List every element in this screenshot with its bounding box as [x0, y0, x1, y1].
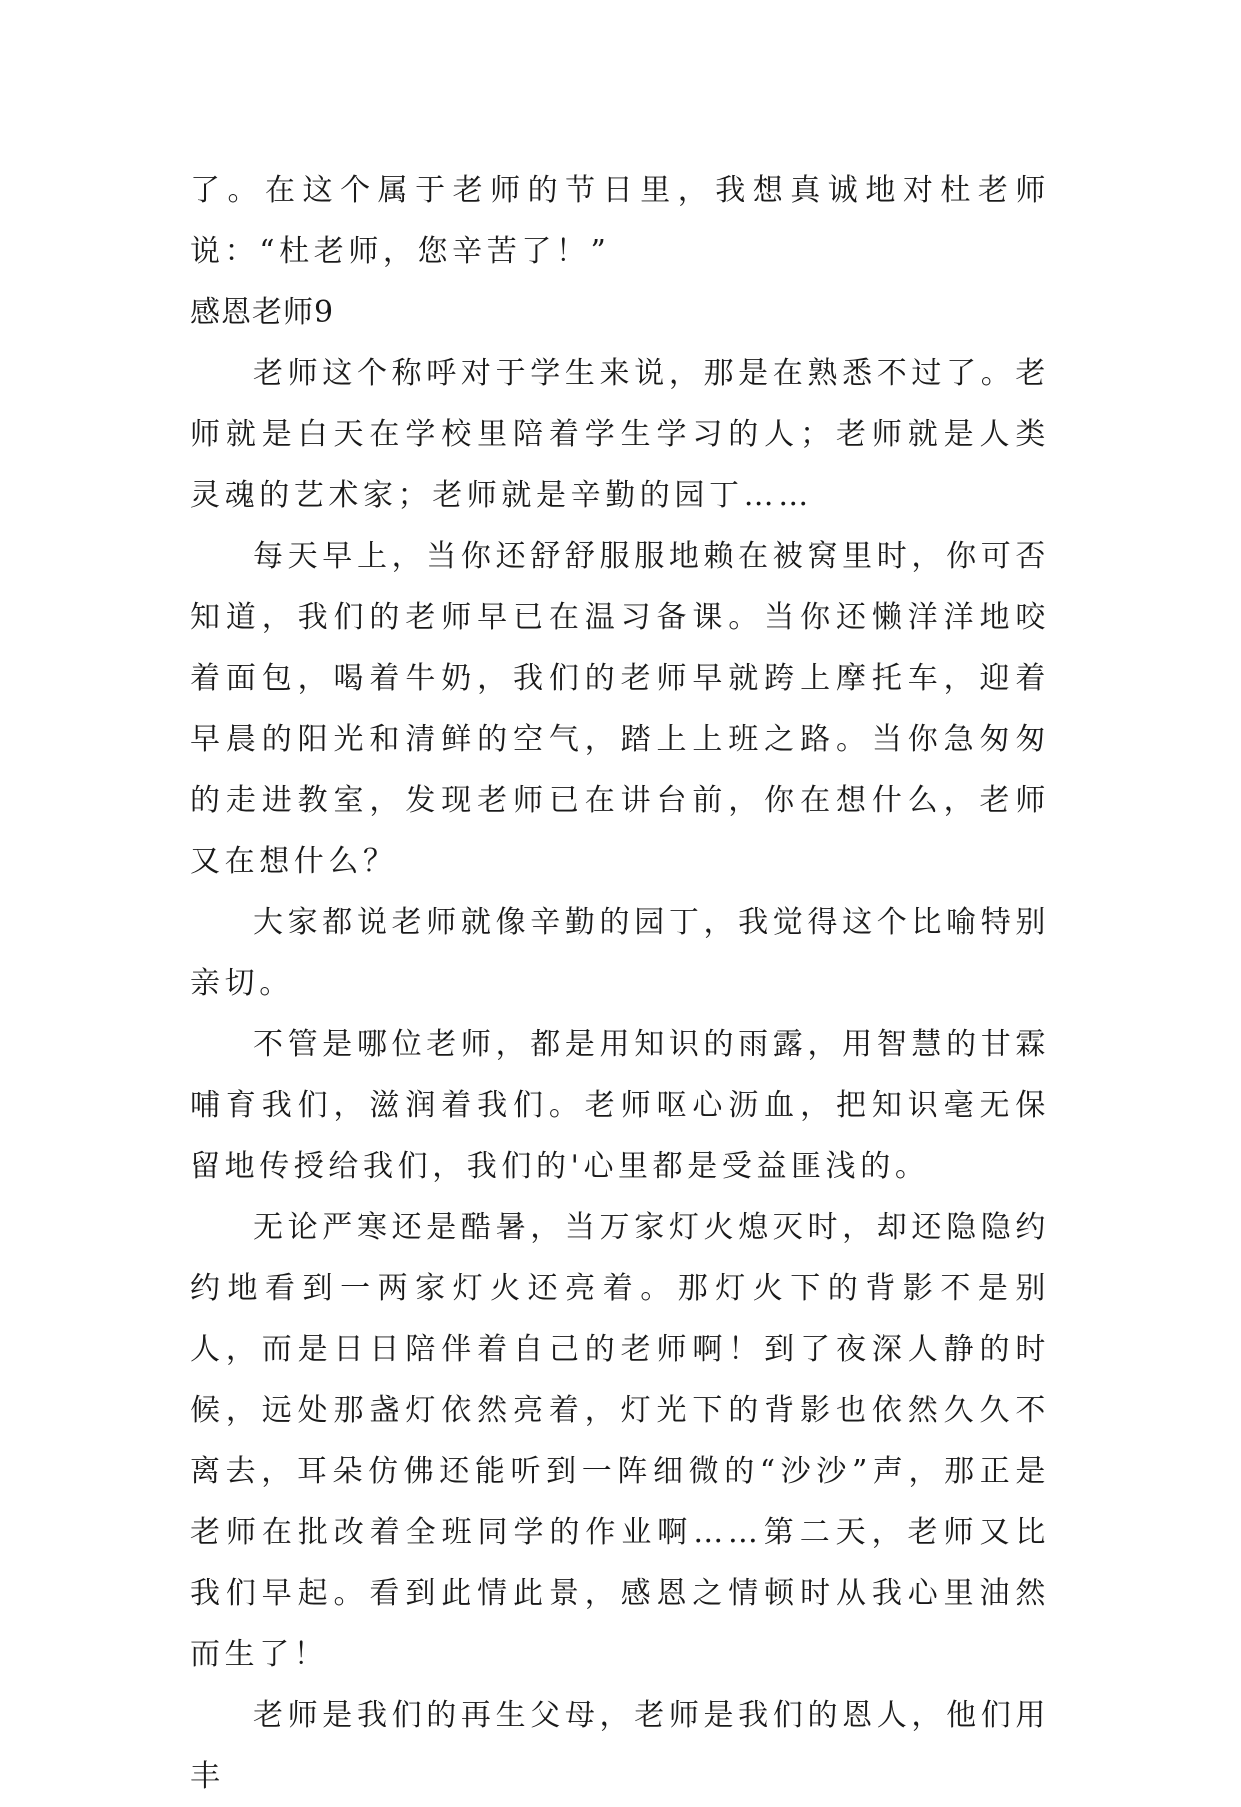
paragraph: 不管是哪位老师，都是用知识的雨露，用智慧的甘霖哺育我们，滋润着我们。老师呕心沥血，把知识毫无保留地传授给我们，我们的'心里都是受益匪浅的。	[190, 1027, 1050, 1184]
section-heading: 感恩老师9	[190, 295, 335, 330]
paragraph: 老师是我们的再生父母，老师是我们的恩人，他们用丰	[190, 1698, 1050, 1794]
document-body	[190, 160, 1050, 1807]
paragraph: 每天早上，当你还舒舒服服地赖在被窝里时，你可否知道，我们的老师早已在温习备课。当你还懒洋洋地咬着面包，喝着牛奶，我们的老师早就跨上摩托车，迎着早晨的阳光和清鲜的空气，踏上上班之路。当你急匆匆的走进教室，发现老师已在讲台前，你在想什么，老师又在想什么？	[190, 539, 1050, 879]
paragraph: 无论严寒还是酷暑，当万家灯火熄灭时，却还隐隐约约地看到一两家灯火还亮着。那灯火下的背影不是别人，而是日日陪伴着自己的老师啊！到了夜深人静的时候，远处那盏灯依然亮着，灯光下的背影也依然久久不离去，耳朵仿佛还能听到一阵细微的“沙沙”声，那正是老师在批改着全班同学的作业啊……第二天，老师又比我们早起。看到此情此景，感恩之情顿时从我心里油然而生了！	[190, 1210, 1050, 1672]
paragraph: 大家都说老师就像辛勤的园丁，我觉得这个比喻特别亲切。	[190, 905, 1050, 1001]
paragraph-continuation: 了。在这个属于老师的节日里，我想真诚地对杜老师说：“杜老师，您辛苦了！”	[190, 173, 1050, 269]
paragraph: 老师这个称呼对于学生来说，那是在熟悉不过了。老师就是白天在学校里陪着学生学习的人；老师就是人类灵魂的艺术家；老师就是辛勤的园丁……	[190, 356, 1050, 513]
